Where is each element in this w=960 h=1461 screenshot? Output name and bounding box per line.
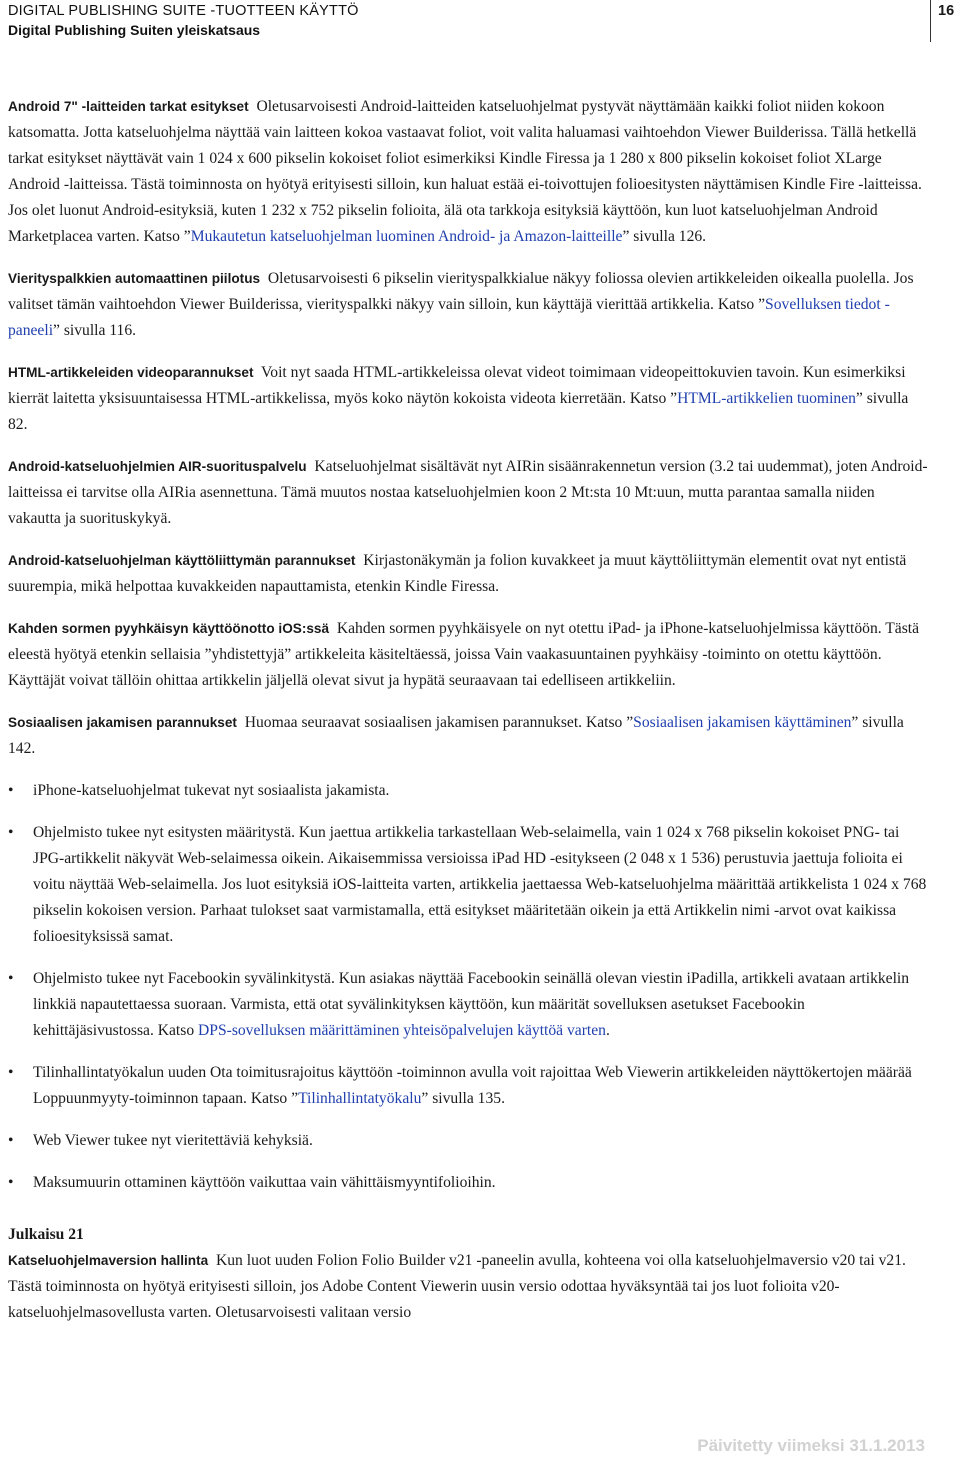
list-item-text-after: ” sivulla 135. xyxy=(421,1090,505,1107)
list-item xyxy=(8,1128,928,1154)
paragraph-social xyxy=(8,710,928,762)
paragraph-label: HTML-artikkeleiden videoparannukset xyxy=(8,365,254,380)
section-heading-release-21: Julkaisu 21 xyxy=(8,1226,84,1243)
paragraph-html-video xyxy=(8,360,928,438)
paragraph-air xyxy=(8,454,928,532)
link-app-details-panel[interactable]: Sovelluksen tiedot -paneeli xyxy=(8,296,890,339)
paragraph-text: Kun luot uuden Folion Folio Builder v21 -paneelin avulla, kohteena voi olla katseluohjelmaversio v20 tai v21. Tästä toiminnosta on hyötyä erityisesti silloin, jos Adobe Content Viewerin uusin versio odottaa hyväksyntää tai jos luot folioita v20-katseluohjelmasovellusta varten. Oletusarvoisesti valitaan versio xyxy=(8,1252,906,1321)
paragraph-text: Huomaa seuraavat sosiaalisen jakamisen parannukset. Katso ” xyxy=(244,714,634,731)
main-content xyxy=(8,94,928,1342)
paragraph-viewer-version xyxy=(8,1248,928,1326)
list-item-text-after: . xyxy=(605,1022,610,1039)
paragraph-label: Android 7" -laitteiden tarkat esitykset xyxy=(8,99,249,114)
paragraph-label: Katseluohjelmaversion hallinta xyxy=(8,1253,209,1268)
paragraph-label: Sosiaalisen jakamisen parannukset xyxy=(8,715,237,730)
footer-last-updated: Päivitetty viimeksi 31.1.2013 xyxy=(697,1436,925,1455)
paragraph-text-after: ” sivulla 126. xyxy=(622,228,707,245)
page-number: 16 xyxy=(938,3,955,19)
list-item xyxy=(8,1060,928,1112)
paragraph-scrollbar xyxy=(8,266,928,344)
list-item-text: Ohjelmisto tukee nyt esitysten määritystä. Kun jaettua artikkelia tarkastellaan Web-selaimella, vain 1 024 x 768 pikselin kokoiset PNG- tai JPG-artikkelit näkyvät Web-selaimessa oikein. Aikaisemmissa versioissa iPad HD -esitykseen (2 048 x 1 536) perustuvia jaettuja folioita ei voitu näyttää Web-selaimella. Jos luot esityksiä iOS-laitteita varten, artikkelia jaettaessa Web-katseluohjelma määrittää artikkelista 1 024 x 768 pikselin kokoisen version. Parhaat tulokset saat varmistamalla, että esitykset määritetään oikein ja että Artikkelin nimi -arvot ovat kaikissa folioesityksissä samat. xyxy=(33,824,927,945)
paragraph-ui xyxy=(8,548,928,600)
list-item xyxy=(8,966,928,1044)
list-item-text: Web Viewer tukee nyt vieritettäviä kehyksiä. xyxy=(33,1132,313,1149)
list-item-text: Ohjelmisto tukee nyt Facebookin syvälinkitystä. Kun asiakas näyttää Facebookin seinällä olevan viestin iPadilla, artikkeli avataan artikkelin linkkiä napautettaessa suoraan. Varmista, että otat syvälinkityksen käyttöön, kun määrität sovelluksen asetukset Facebookin kehittäjäsivustossa. Katso xyxy=(33,970,910,1039)
document-title: DIGITAL PUBLISHING SUITE -TUOTTEEN KÄYTTÖ xyxy=(8,3,359,19)
paragraph-text-after: ” sivulla 142. xyxy=(8,714,904,757)
header-divider xyxy=(930,0,931,42)
paragraph-label: Kahden sormen pyyhkäisyn käyttöönotto iOS:ssä xyxy=(8,621,330,636)
paragraph-label: Vierityspalkkien automaattinen piilotus xyxy=(8,271,261,286)
paragraph-text-after: ” sivulla 116. xyxy=(53,322,137,339)
link-custom-viewer[interactable]: Mukautetun katseluohjelman luominen Android- ja Amazon-laitteille xyxy=(190,228,623,245)
list-item xyxy=(8,778,928,804)
list-item-text: Tilinhallintatyökalun uuden Ota toimitusrajoitus käyttöön -toiminnon avulla voit rajoittaa Web Viewerin artikkeleiden näyttökertojen määrää Loppuunmyyty-toiminnon tapaan. Katso ” xyxy=(33,1064,912,1107)
bullet-list xyxy=(8,778,928,1196)
paragraph-text: Oletusarvoisesti Android-laitteiden katseluohjelmat pystyvät näyttämään kaikki foliot niiden kokoon katsomatta. Jotta katseluohjelma näyttää vain laitteen kokoa vastaavat foliot, voit valita haluamasi vaihtoehdon Viewer Builderissa. Tällä hetkellä tarkat esitykset näyttävät vain 1 024 x 600 pikselin kokoiset foliot esimerkiksi Kindle Firessa ja 1 280 x 800 pikselin kokoiset foliot XLarge Android -laitteissa. Tästä toiminnosta on hyötyä erityisesti silloin, kun haluat estää ei-toivottujen folioesitysten näyttämisen Kindle Fire -laitteissa. Jos olet luonut Android-esityksiä, kuten 1 232 x 752 pikselin folioita, älä ota tarkkoja esityksiä käyttöön, kun luot katseluohjelman Android Marketplacea varten. Katso ” xyxy=(8,98,922,245)
list-item-text: Maksumuurin ottaminen käyttöön vaikuttaa vain vähittäismyyntifolioihin. xyxy=(33,1174,496,1191)
paragraph-text: Voit nyt saada HTML-artikkeleissa olevat videot toimimaan videopeittokuvien tavoin. Kun esimerkiksi kierrät laitetta yksisuuntaisessa HTML-artikkelissa, myös koko näytön kokoista videota kierretään. Katso ” xyxy=(8,364,906,407)
paragraph-text: Katseluohjelmat sisältävät nyt AIRin sisäänrakennetun version (3.2 tai uudemmat), joten Android-laitteissa ei tarvitse olla AIRia asennettuna. Tämä muutos nostaa katseluohjelmien koon 2 Mt:sta 10 Mt:uun, mutta parantaa samalla niiden vakautta ja suorituskykyä. xyxy=(8,458,928,527)
list-item xyxy=(8,1170,928,1196)
paragraph-label: Android-katseluohjelman käyttöliittymän parannukset xyxy=(8,553,356,568)
paragraph-android7 xyxy=(8,94,928,250)
page-header xyxy=(8,2,359,40)
list-item-text: iPhone-katseluohjelmat tukevat nyt sosiaalista jakamista. xyxy=(33,782,390,799)
paragraph-text: Kahden sormen pyyhkäisyele on nyt otettu iPad- ja iPhone-katseluohjelmissa käyttöön. Tästä eleestä hyötyä etenkin sellaisia ”yhdistettyjä” artikkeleita käsiteltäessä, joissa Vain vaakasuuntainen pyyhkäisy -toiminto on otettu käyttöön. Käyttäjät voivat tällöin ohittaa artikkelin jäljellä olevat sivut ja hypätä seuraavaan tai edelliseen artikkeliin. xyxy=(8,620,920,689)
paragraph-text-after: ” sivulla 82. xyxy=(8,390,909,433)
paragraph-label: Android-katseluohjelmien AIR-suorituspalvelu xyxy=(8,459,307,474)
link-html-import[interactable]: HTML-artikkelien tuominen xyxy=(677,390,856,407)
list-item xyxy=(8,820,928,950)
link-dps-social-setup[interactable]: DPS-sovelluksen määrittäminen yhteisöpalvelujen käyttöä varten xyxy=(198,1022,606,1039)
paragraph-swipe xyxy=(8,616,928,694)
link-account-admin-tool[interactable]: Tilinhallintatyökalu xyxy=(298,1090,422,1107)
link-social-sharing[interactable]: Sosiaalisen jakamisen käyttäminen xyxy=(633,714,852,731)
paragraph-text: Kirjastonäkymän ja folion kuvakkeet ja muut käyttöliittymän elementit ovat nyt entistä suurempia, mikä helpottaa kuvakkeiden napauttamista, etenkin Kindle Firessa. xyxy=(8,552,907,595)
paragraph-text: Oletusarvoisesti 6 pikselin vierityspalkkialue näkyy foliossa olevien artikkeleiden oikealla puolella. Jos valitset tämän vaihtoehdon Viewer Builderissa, vierityspalkki näkyy vain silloin, kun käyttäjä vierittää artikkelia. Katso ” xyxy=(8,270,914,313)
document-subtitle: Digital Publishing Suiten yleiskatsaus xyxy=(8,22,261,38)
